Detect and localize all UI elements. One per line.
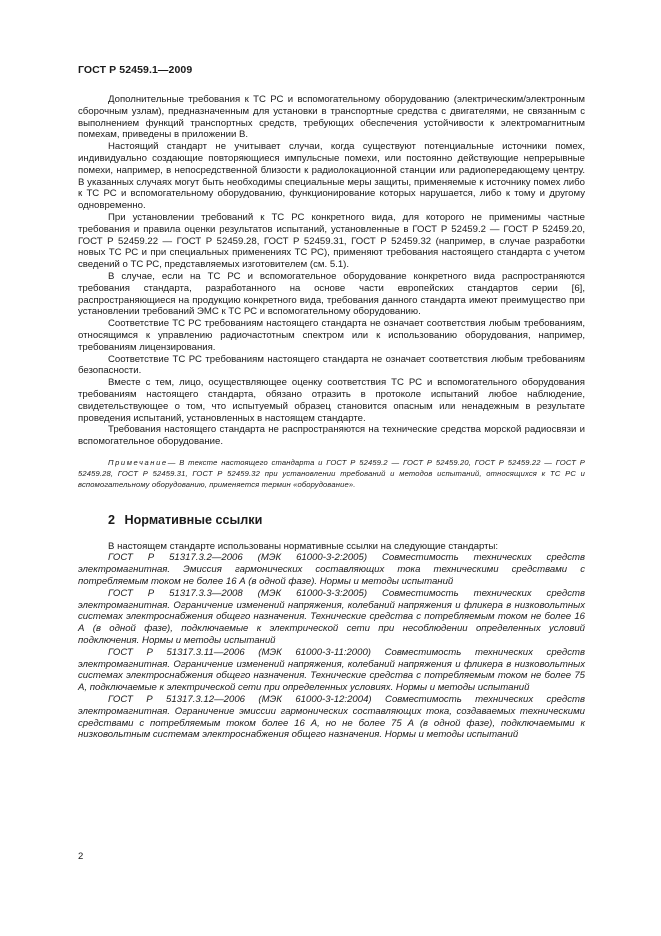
paragraph: Требования настоящего стандарта не распространяются на технические средства морской радиосвязи и вспомогательное оборудование. [78, 424, 585, 448]
reference-item: ГОСТ Р 51317.3.11—2006 (МЭК 61000-3-11:2000) Совместимость технических средств электромагнитная. Ограничение изменений напряжения, колебаний напряжения и фликера в низковольтных системах электроснабжения общего назначения. Технические средства с потребляемым током не более 75 А, подключаемые к электрической сети при определенных условиях. Нормы и методы испытаний [78, 646, 585, 694]
paragraph: Вместе с тем, лицо, осуществляющее оценку соответствия ТС РС и вспомогательного оборудования требованиям настоящего стандарта, обязано отразить в протоколе испытаний любое наблюдение, свидетельствующее о том, что испытуемый образец становится опасным или ненадежным в результате проведения испытаний, установленных в настоящем стандарте. [78, 377, 585, 424]
page-number: 2 [78, 851, 84, 862]
document-body [78, 94, 585, 741]
note-label: Примечание [108, 457, 168, 467]
section-intro: В настоящем стандарте использованы нормативные ссылки на следующие стандарты: [108, 540, 499, 552]
paragraph: В случае, если на ТС РС и вспомогательное оборудование конкретного вида распространяются требования стандарта, разработанного на основе части европейских стандартов серии [6], распространяющиеся на продукцию конкретного вида, требования данного стандарта имеют преимущество при установлении требований ЭМС к ТС РС и вспомогательному оборудованию. [78, 270, 585, 318]
paragraph: Соответствие ТС РС требованиям настоящего стандарта не означает соответствия любым требованиям безопасности. [78, 353, 585, 377]
paragraph: Настоящий стандарт не учитывает случаи, когда существуют потенциальные источники помех, индивидуально создающие повторяющиеся импульсные помехи, или постоянно действующие непрерывные помехи, например, в непосредственной близости к радиолокационной станции или радиопередающему центру. В указанных случаях могут быть необходимы специальные меры защиты, применяемые к источнику помех либо к ТС РС и вспомогательному оборудованию, функционирование которых нарушается, либо к тому и другому одновременно. [78, 141, 585, 212]
reference-item: ГОСТ Р 51317.3.12—2006 (МЭК 61000-3-12:2004) Совместимость технических средств электромагнитная. Ограничение эмиссии гармонических составляющих тока, создаваемых техническими средствами с потребляемым током более 16 А, но не более 75 А (в одной фазе), подключаемыми к низковольтным системам электроснабжения общего назначения. Нормы и методы испытаний [78, 693, 585, 741]
note [78, 458, 585, 491]
document-header: ГОСТ Р 52459.1—2009 [78, 64, 193, 76]
paragraph: Соответствие ТС РС требованиям настоящего стандарта не означает соответствия любым требованиям, относящимся к управлению радиочастотным спектром или к использованию оборудования, например, требованиям лицензирования. [78, 318, 585, 353]
section-number: 2 [108, 512, 116, 527]
reference-item: ГОСТ Р 51317.3.3—2008 (МЭК 61000-3-3:2005) Совместимость технических средств электромагнитная. Ограничение изменений напряжения, колебаний напряжения и фликера в низковольтных системах электроснабжения общего назначения. Технические средства с потребляемым током не более 16 А (в одной фазе), подключаемые к электрической сети при несоблюдении определенных условий подключения. Нормы и методы испытаний [78, 587, 585, 646]
paragraph: Дополнительные требования к ТС РС и вспомогательному оборудованию (электрическим/электронным сборочным узлам), предназначенным для установки в транспортные средства с двигателями, не связанным с выполнением функций транспортных средств, требующих обеспечения устойчивости к электромагнитным помехам, приведены в приложении В. [78, 94, 585, 141]
note-text: — В тексте настоящего стандарта и ГОСТ Р 52459.2 — ГОСТ Р 52459.20, ГОСТ Р 52459.22 — ГОСТ Р 52459.28, ГОСТ Р 52459.31, ГОСТ Р 52459.32 при установлении требований и методов испытаний, относящихся к ТС РС и вспомогательному оборудованию, применяется термин «оборудование». [78, 457, 585, 489]
paragraph: При установлении требований к ТС РС конкретного вида, для которого не применимы частные требования и правила оценки результатов испытаний, установленные в ГОСТ Р 52459.2 — ГОСТ Р 52459.20, ГОСТ Р 52459.22 — ГОСТ Р 52459.28, ГОСТ Р 52459.31, ГОСТ Р 52459.32 (например, в случае разработки новых ТС РС и при специальных применениях ТС РС), применяют требования настоящего стандарта с учетом сведений о ТС РС, представляемых изготовителем (см. 5.1). [78, 211, 585, 271]
section-title: Нормативные ссылки [124, 512, 263, 527]
section-heading [78, 513, 585, 527]
reference-item: ГОСТ Р 51317.3.2—2006 (МЭК 61000-3-2:2005) Совместимость технических средств электромагнитная. Эмиссия гармонических составляющих тока техническими средствами с потребляемым током не более 16 А (в одной фазе). Нормы и методы испытаний [78, 552, 585, 588]
